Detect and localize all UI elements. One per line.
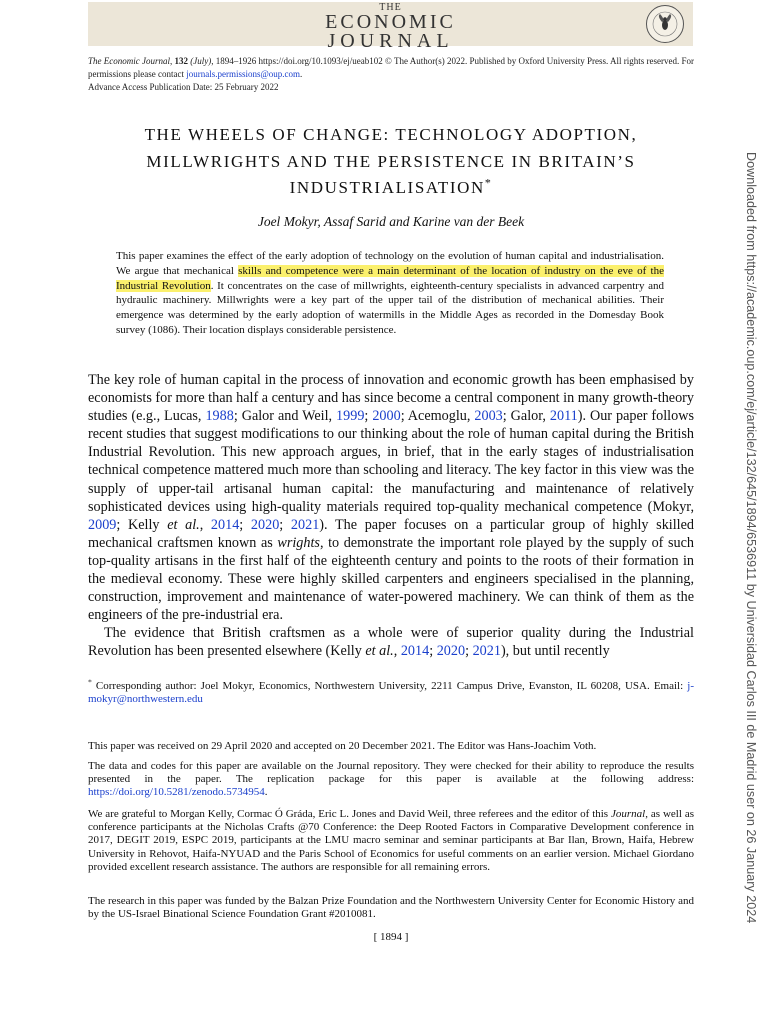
title-line-1: THE WHEELS OF CHANGE: TECHNOLOGY ADOPTION,: [144, 125, 638, 144]
text-run: ; Galor and Weil,: [233, 408, 337, 425]
journal-name: The Economic Journal: [88, 56, 170, 66]
citation-link-2014[interactable]: 2014: [400, 643, 430, 660]
paper-authors: Joel Mokyr, Assaf Sarid and Karine van der Beek: [257, 214, 525, 229]
abstract-text-2: . It concentrates on the case of millwrights, eighteenth-century specialists in advanced carpentry and hydraulic machinery. Millwrights were a key part of the upper tail of the distribution of mechanical abilities. Their emergence was determined by the early adoption of watermills in the Middle Ages as recorded in the Domesday Book survey (1086). Their location displays considerable persistence.: [116, 279, 664, 336]
paragraph-2: [88, 624, 694, 660]
citation-link-2021[interactable]: 2021: [290, 516, 320, 533]
title-line-3: INDUSTRIALISATION: [289, 178, 485, 197]
text-run: ; Kelly: [116, 516, 168, 533]
footnote-corresponding-author: [88, 677, 694, 706]
journal-header: [88, 2, 693, 52]
text-run: ), but until recently: [500, 643, 610, 660]
paper-title: [88, 122, 694, 202]
abstract-text-1: This paper examines the effect of the early adoption of technology on the evolution of human capital and industrialisation. We argue that mechanical: [116, 250, 664, 277]
text-run: ,: [393, 643, 401, 660]
text-run: ;: [465, 643, 473, 660]
footnote-text: Corresponding author: Joel Mokyr, Economics, Northwestern University, 2211 Campus Drive, Evanston, IL 60208, USA. Email:: [91, 680, 688, 692]
text-run: The key role of human capital in the process of innovation and economic growth has been emphasised by economists for more than half a century and has since become a central component in many growth-theory studies (e.g., Lucas,: [88, 372, 694, 425]
download-watermark: Downloaded from https://academic.oup.com/ej/article/132/645/1894/6536911 by Universidad Carlos III de Madrid user on 26 January 2024: [744, 152, 758, 924]
citation-link-2020[interactable]: 2020: [436, 643, 466, 660]
footnote-data-availability: [88, 760, 694, 800]
text-run: , to demonstrate the important role played by the supply of such top-quality artisans in the first half of the eighteenth century and points to the roots of their formation in the medieval economy. These were highly skilled carpenters and engineers specialised in the planning, construction, improvement and maintenance of water-powered machinery. We can think of them as the engineers of the pre-industrial era.: [88, 534, 694, 624]
citation-link-2014[interactable]: 2014: [210, 516, 240, 533]
text-run: ; Acemoglu,: [400, 408, 475, 425]
citation-link-1999[interactable]: 1999: [336, 408, 365, 425]
journal-term: Journal: [611, 808, 646, 820]
et-al: et al.: [167, 516, 200, 533]
text-run: The evidence that British craftsmen as a whole were of superior quality during the Industrial Revolution has been presented elsewhere (Kelly: [88, 625, 694, 660]
page-number: [ 1894 ]: [373, 931, 409, 943]
permissions-email-link[interactable]: journals.permissions@oup.com: [186, 69, 301, 79]
issue: (July): [190, 56, 212, 66]
author-email-link[interactable]: j-mokyr@northwestern.edu: [88, 680, 694, 706]
footnote-funding: The research in this paper was funded by the Balzan Prize Foundation and the Northwestern University Center for Economic History and by the US-Israel Binational Science Foundation Grant #2010081.: [88, 895, 694, 921]
text-run: ;: [279, 516, 291, 533]
journal-logo: [88, 3, 693, 51]
title-footnote-marker[interactable]: *: [484, 175, 493, 190]
text-run: ). Our paper follows recent studies that suggest modifications to our thinking about the role of human capital during the British Industrial Revolution. This new approach argues, in brief, that in the early stages of industrialisation technical competence mattered much more than schooling and literacy. The key factor in this view was the supply of upper-tail artisanal human capital: the manufacturing and maintenance of relatively sophisticated devices using high-quality materials required top-quality mechanical competence (Mokyr,: [88, 408, 694, 515]
text-run: ;: [364, 408, 373, 425]
citation-link-2000[interactable]: 2000: [372, 408, 401, 425]
footnote-text: , as well as conference participants at the Nicholas Crafts @70 Conference: the Deep Rooted Factors in Comparative Development conference in 2017, DEGIT 2019, ESPC 2019, participants at the LMU macro seminar and seminar participants at Bar Ilan, Brown, Haifa, Hebrew University in Rehovot, Haifa-NYUAD and the Paris School of Economics for useful comments on an earlier version. Michael Giordano provided excellent research assistance. The authors are responsible for all remaining errors.: [88, 808, 694, 873]
citation-link-2011[interactable]: 2011: [549, 408, 578, 425]
text-run: ). The paper focuses on a particular group of highly skilled mechanical craftsmen known as: [88, 516, 694, 551]
footnote-text: .: [264, 786, 268, 799]
text-run: ,: [199, 516, 211, 533]
citation-link-2020[interactable]: 2020: [250, 516, 280, 533]
body-text: [88, 371, 694, 661]
logo-the: THE: [379, 2, 402, 13]
footnote-text: The data and codes for this paper are available on the Journal repository. They were checked for their ability to reproduce the results presented in the paper. The replication package for this paper is available at the following address:: [88, 760, 694, 786]
citation-line: The Economic Journal, 132 (July), 1894–1926 https://doi.org/10.1093/ej/ueab102 © The Author(s) 2022. Published by Oxford University Press. All rights reserved. For permissions please contact journals.permissions@oup.com.: [88, 56, 694, 79]
paragraph-1: [88, 371, 694, 624]
citation-link-2003[interactable]: 2003: [474, 408, 503, 425]
footnote-text: We are grateful to Morgan Kelly, Cormac Ó Gráda, Eric L. Jones and David Weil, three referees and the editor of this: [88, 808, 611, 820]
text-run: ;: [429, 643, 437, 660]
footnote-received: This paper was received on 29 April 2020 and accepted on 20 December 2021. The Editor was Hans-Joachim Voth.: [88, 740, 597, 752]
logo-journal: JOURNAL: [327, 30, 454, 52]
citation-link-2009[interactable]: 2009: [88, 516, 117, 533]
citation-details: , 1894–1926 https://doi.org/10.1093/ej/ueab102 © The Author(s) 2022. Published by Oxford University Press. All rights reserved. For permissions please contact: [88, 56, 694, 79]
zenodo-link[interactable]: https://doi.org/10.5281/zenodo.5734954: [88, 786, 265, 799]
volume: 132: [174, 56, 188, 66]
royal-economic-society-seal-icon: [645, 4, 685, 44]
citation-link-1988[interactable]: 1988: [205, 408, 234, 425]
abstract-highlight: skills and competence were a main determinant of the location of industry on the eve of the Industrial Revolution: [116, 264, 664, 292]
footnote-marker: *: [88, 677, 92, 687]
logo-economic: ECONOMIC: [325, 11, 456, 33]
abstract: [116, 249, 664, 338]
citation-block: [88, 55, 694, 94]
advance-access-date: Advance Access Publication Date: 25 February 2022: [88, 82, 279, 92]
text-run: ;: [239, 516, 251, 533]
title-line-2: MILLWRIGHTS AND THE PERSISTENCE IN BRITAIN’S: [146, 151, 636, 171]
text-run: ; Galor,: [502, 408, 550, 425]
citation-link-2021[interactable]: 2021: [472, 643, 501, 660]
footnote-acknowledgements: [88, 808, 694, 874]
term-wrights: wrights: [277, 534, 320, 551]
et-al: et al.: [365, 643, 394, 660]
